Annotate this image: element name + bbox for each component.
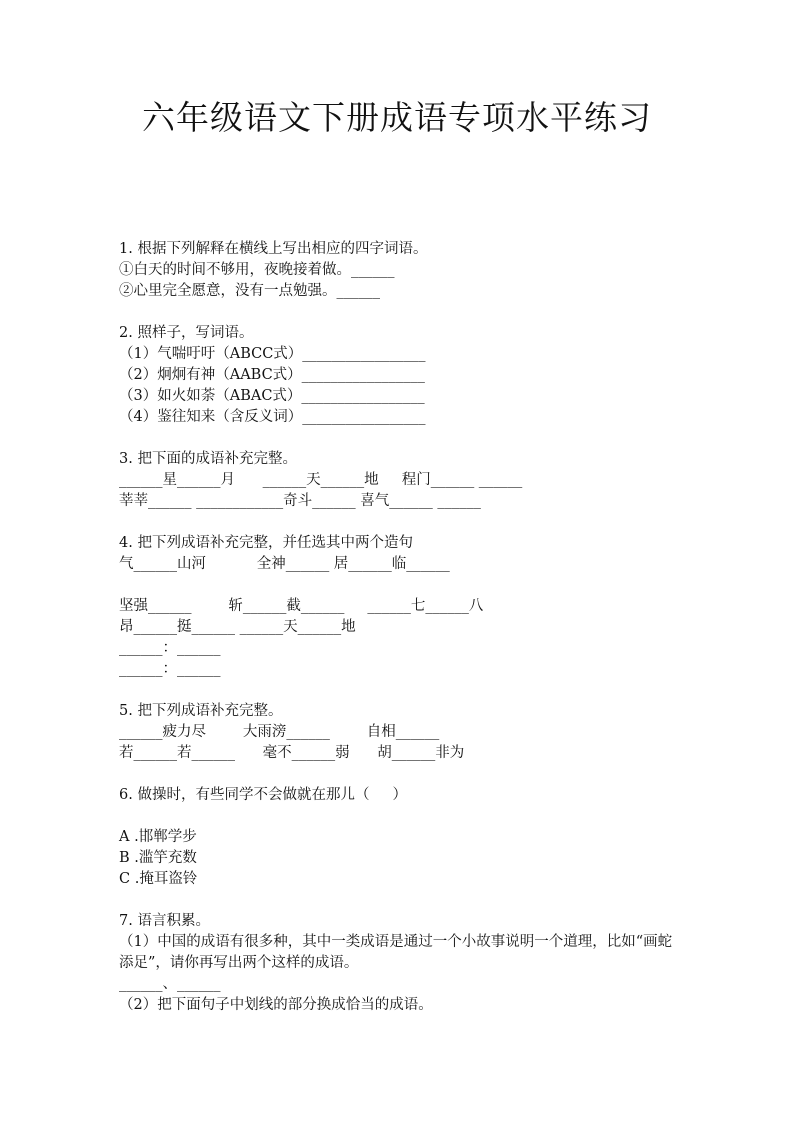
question-2-item-2: （2）炯炯有神（AABC式）_________________	[119, 367, 425, 383]
question-2-item-4: （4）鉴往知来（含反义词）_________________	[119, 409, 426, 425]
question-7-part-1: （1）中国的成语有很多种，其中一类成语是通过一个小故事说明一个道理，比如“画蛇添足”，请你再写出两个这样的成语。	[119, 934, 673, 971]
question-6-option-c: C .掩耳盗铃	[119, 871, 198, 887]
page-title: 六年级语文下册成语专项水平练习	[142, 98, 652, 137]
question-2	[119, 323, 679, 428]
question-5-prompt: 5. 把下列成语补充完整。	[119, 703, 283, 719]
question-5-row-2: 若______若______ 毫不______弱 胡______非为	[119, 745, 465, 761]
question-3-row-2: 莘莘______ ____________奇斗______ 喜气______ ______	[119, 493, 481, 509]
question-6-prompt: 6. 做操时，有些同学不会做就在那儿（ ）	[119, 787, 407, 803]
question-6	[119, 785, 679, 890]
question-4-row-1: 气______山河 全神______ 居______临______	[119, 556, 450, 572]
question-4-sentence-2: ______：______	[119, 661, 221, 677]
question-7-prompt: 7. 语言积累。	[119, 913, 210, 929]
question-1	[119, 239, 679, 302]
question-6-option-b: B .滥竽充数	[119, 850, 197, 866]
question-4-row-2: 坚强______ 斩______截______ ______七______八	[119, 598, 484, 614]
question-4-prompt: 4. 把下列成语补充完整，并任选其中两个造句	[119, 535, 413, 551]
question-3-prompt: 3. 把下面的成语补充完整。	[119, 451, 297, 467]
question-1-item-2: ②心里完全愿意，没有一点勉强。______	[119, 283, 380, 299]
question-7-part-2: （2）把下面句子中划线的部分换成恰当的成语。	[119, 997, 433, 1013]
question-2-item-1: （1）气喘吁吁（ABCC式）_________________	[119, 346, 426, 362]
question-4	[119, 533, 679, 680]
question-1-prompt: 1. 根据下列解释在横线上写出相应的四字词语。	[119, 241, 428, 257]
question-4-blank-line	[119, 575, 679, 596]
question-3	[119, 449, 679, 512]
question-6-blank-line	[119, 806, 679, 827]
question-7	[119, 911, 679, 1016]
question-2-item-3: （3）如火如荼（ABAC式）_________________	[119, 388, 425, 404]
question-2-prompt: 2. 照样子，写词语。	[119, 325, 254, 341]
question-5	[119, 701, 679, 764]
question-4-sentence-1: ______：______	[119, 640, 221, 656]
question-4-row-3: 昂______挺______ ______天______地	[119, 619, 356, 635]
question-1-item-1: ①白天的时间不够用，夜晚接着做。______	[119, 262, 395, 278]
question-7-answer-1: ______、______	[119, 976, 221, 992]
question-5-row-1: ______疲力尽 大雨滂______ 自相______	[119, 724, 440, 740]
exercise-content	[119, 239, 679, 1016]
question-6-option-a: A .邯郸学步	[119, 829, 197, 845]
question-3-row-1: ______星______月 ______天______地 程门______ ______	[119, 472, 523, 488]
